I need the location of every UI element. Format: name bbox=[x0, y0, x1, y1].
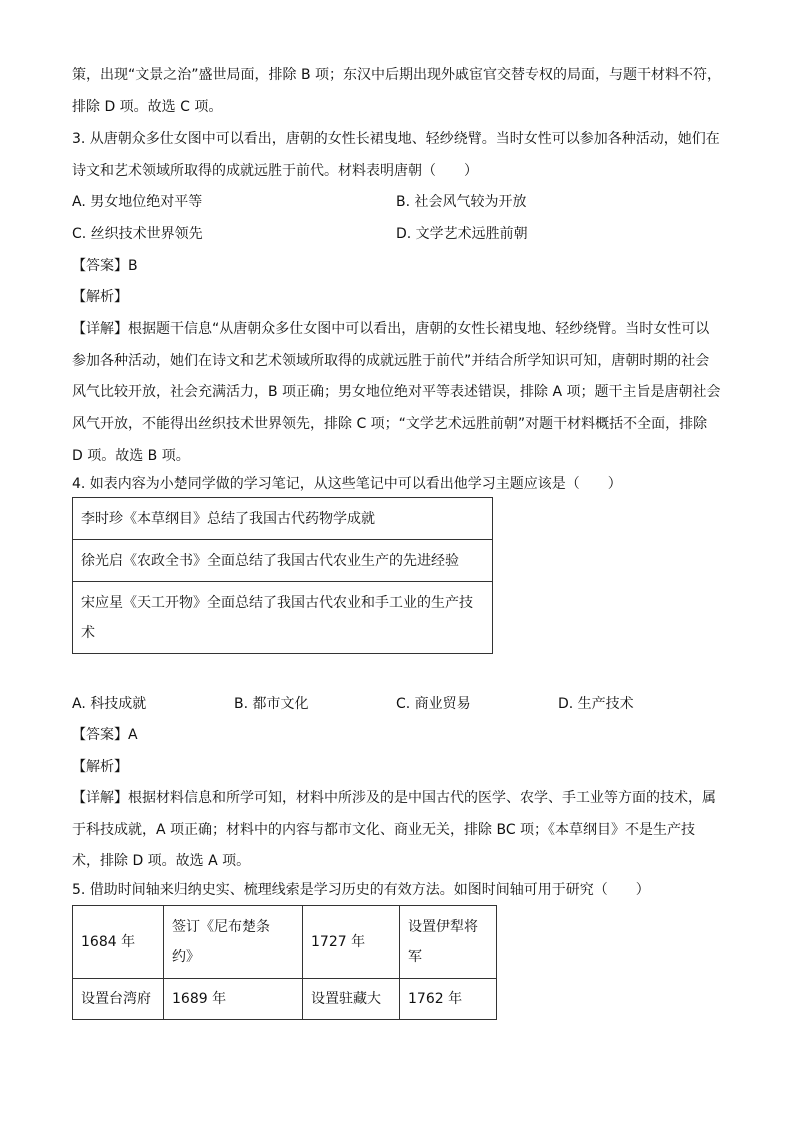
q4-option-d: D. 生产技术 bbox=[558, 696, 634, 712]
table-row bbox=[73, 498, 493, 540]
table-cell: 1689 年 bbox=[164, 979, 303, 1020]
q4-option-b: B. 都市文化 bbox=[234, 696, 309, 712]
explanation-line: 排除 D 项。故选 C 项。 bbox=[72, 99, 223, 115]
q3-option-a: A. 男女地位绝对平等 bbox=[72, 194, 203, 210]
explanation-line: 策，出现“文景之治”盛世局面，排除 B 项；东汉中后期出现外戚宦官交替专权的局面，与题干材料不符， bbox=[72, 67, 722, 83]
q3-detail: 风气开放，不能得出丝织技术世界领先，排除 C 项；“文学艺术远胜前朝”对题干材料概括不全面，排除 bbox=[72, 416, 708, 432]
cell-line: 术 bbox=[81, 624, 95, 641]
q3-detail: D 项。故选 B 项。 bbox=[72, 448, 190, 464]
q3-option-b: B. 社会风气较为开放 bbox=[396, 194, 527, 210]
cell-line: 签订《尼布楚条 bbox=[172, 919, 270, 935]
table-cell bbox=[73, 582, 493, 654]
q3-analysis-label: 【解析】 bbox=[72, 289, 128, 305]
table-cell: 1762 年 bbox=[400, 979, 497, 1020]
q3-detail: 参加各种活动，她们在诗文和艺术领域所取得的成就远胜于前代”并结合所学知识可知，唐朝时期的社会 bbox=[72, 353, 710, 369]
table-row bbox=[73, 906, 497, 979]
cell-line: 军 bbox=[408, 949, 422, 965]
q4-answer: 【答案】A bbox=[72, 727, 138, 743]
q4-option-c: C. 商业贸易 bbox=[396, 696, 471, 712]
table-cell: 设置驻藏大 bbox=[303, 979, 400, 1020]
q3-detail: 【详解】根据题干信息“从唐朝众多仕女图中可以看出，唐朝的女性长裙曳地、轻纱绕臂。当时女性可以 bbox=[72, 321, 710, 337]
timeline-table bbox=[72, 905, 497, 1020]
cell-line: 约》 bbox=[172, 949, 200, 965]
cell-line: 宋应星《天工开物》全面总结了我国古代农业和手工业的生产技 bbox=[81, 594, 473, 611]
table-row bbox=[73, 979, 497, 1020]
q4-detail: 于科技成就，A 项正确；材料中的内容与都市文化、商业无关，排除 BC 项；《本草纲目》不是生产技 bbox=[72, 822, 696, 838]
table-cell: 1684 年 bbox=[73, 906, 164, 979]
question-3-stem: 3. 从唐朝众多仕女图中可以看出，唐朝的女性长裙曳地、轻纱绕臂。当时女性可以参加各种活动，她们在 bbox=[72, 131, 720, 147]
q3-option-c: C. 丝织技术世界领先 bbox=[72, 226, 203, 242]
table-row bbox=[73, 582, 493, 654]
question-3-stem: 诗文和艺术领域所取得的成就远胜于前代。材料表明唐朝（ ） bbox=[72, 163, 478, 179]
question-5-stem: 5. 借助时间轴来归纳史实、梳理线索是学习历史的有效方法。如图时间轴可用于研究（ ） bbox=[72, 882, 650, 898]
cell-line: 设置伊犁将 bbox=[408, 919, 478, 935]
q3-option-d: D. 文学艺术远胜前朝 bbox=[396, 226, 528, 242]
table-cell bbox=[400, 906, 497, 979]
question-4-stem: 4. 如表内容为小楚同学做的学习笔记，从这些笔记中可以看出他学习主题应该是（ ） bbox=[72, 476, 622, 492]
study-notes-table bbox=[72, 497, 493, 654]
q4-analysis-label: 【解析】 bbox=[72, 759, 128, 775]
q4-detail: 术，排除 D 项。故选 A 项。 bbox=[72, 853, 251, 869]
q3-answer: 【答案】B bbox=[72, 258, 138, 274]
q3-detail: 风气比较开放，社会充满活力，B 项正确；男女地位绝对平等表述错误，排除 A 项；题干主旨是唐朝社会 bbox=[72, 384, 721, 400]
table-cell: 1727 年 bbox=[303, 906, 400, 979]
table-cell: 设置台湾府 bbox=[73, 979, 164, 1020]
table-cell: 徐光启《农政全书》全面总结了我国古代农业生产的先进经验 bbox=[73, 540, 493, 582]
table-cell: 李时珍《本草纲目》总结了我国古代药物学成就 bbox=[73, 498, 493, 540]
table-row bbox=[73, 540, 493, 582]
q4-option-a: A. 科技成就 bbox=[72, 696, 147, 712]
q4-detail: 【详解】根据材料信息和所学可知，材料中所涉及的是中国古代的医学、农学、手工业等方面的技术，属 bbox=[72, 790, 716, 806]
table-cell bbox=[164, 906, 303, 979]
